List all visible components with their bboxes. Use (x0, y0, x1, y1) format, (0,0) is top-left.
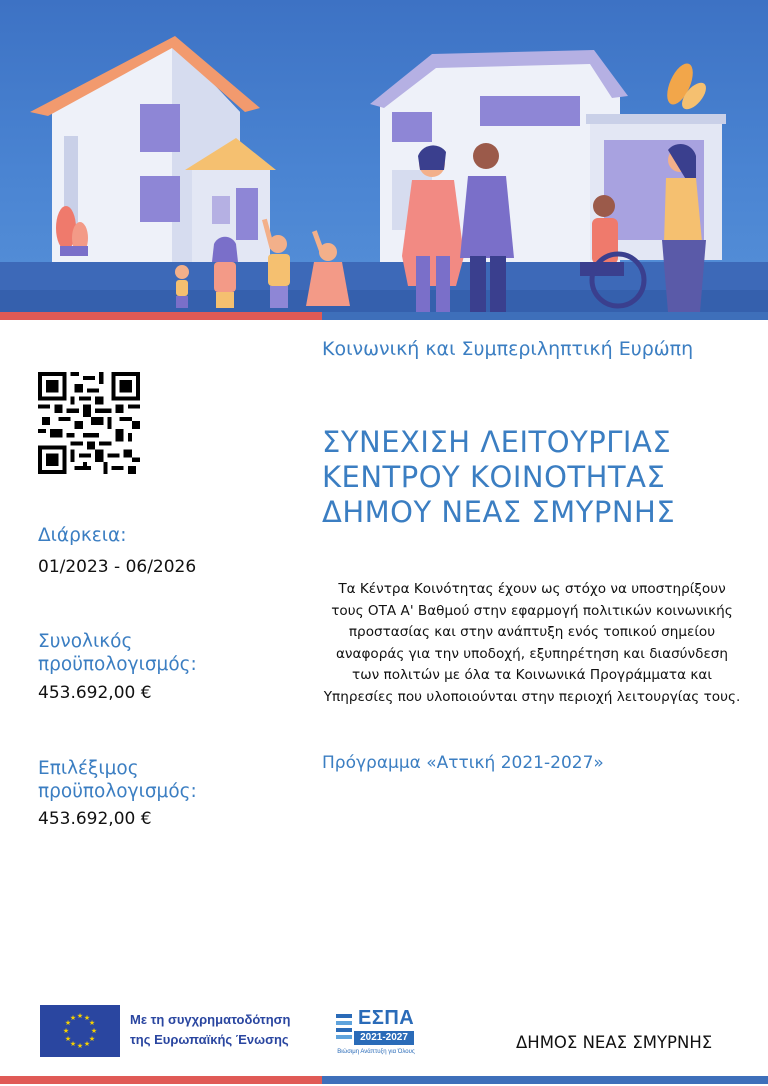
eu-flag-icon (40, 1005, 120, 1057)
svg-text:★: ★ (88, 1019, 96, 1027)
espa-tagline: Βιώσιμη Ανάπτυξη για Όλους (337, 1049, 415, 1055)
bottom-color-strip (0, 1076, 768, 1084)
total-budget-value: 453.692,00 € (38, 683, 152, 703)
plant-right-illustration (662, 60, 710, 114)
duration-label: Διάρκεια: (38, 525, 127, 546)
svg-text:★: ★ (64, 1035, 72, 1043)
top-color-strip (0, 312, 768, 320)
espa-word: ΕΣΠΑ (358, 1007, 415, 1029)
program-name: Πρόγραμμα «Αττική 2021-2027» (322, 753, 604, 773)
duration-value: 01/2023 - 06/2026 (38, 557, 197, 577)
svg-text:★: ★ (83, 1040, 91, 1048)
eligible-budget-value: 453.692,00 € (38, 809, 152, 829)
eu-cofunding-line2: της Ευρωπαϊκής Ένωσης (130, 1032, 289, 1047)
svg-text:★: ★ (69, 1014, 77, 1022)
municipality-name: ΔΗΜΟΣ ΝΕΑΣ ΣΜΥΡΝΗΣ (516, 1033, 713, 1052)
eu-cofunding-line1: Με τη συγχρηματοδότηση (130, 1012, 291, 1027)
total-budget-label: Συνολικός προϋπολογισμός: (38, 631, 197, 675)
strip-red-segment (0, 312, 322, 320)
project-title: ΣΥΝΕΧΙΣΗ ΛΕΙΤΟΥΡΓΙΑΣ ΚΕΝΤΡΟΥ ΚΟΙΝΟΤΗΤΑΣ ΔΗΜΟΥ ΝΕΑΣ ΣΜΥΡΝΗΣ (322, 425, 676, 529)
svg-text:★: ★ (69, 1040, 77, 1048)
bottom-strip-blue-segment (322, 1076, 768, 1084)
svg-text:★: ★ (76, 1012, 84, 1020)
svg-text:★: ★ (64, 1019, 72, 1027)
espa-years: 2021-2027 (354, 1031, 414, 1045)
espa-logo-icon (334, 1006, 418, 1060)
bottom-strip-red-segment (0, 1076, 322, 1084)
eu-cofunding-text (130, 1010, 330, 1050)
svg-text:★: ★ (76, 1042, 84, 1050)
strip-blue-segment (322, 312, 768, 320)
svg-text:★: ★ (88, 1035, 96, 1043)
svg-text:★: ★ (90, 1027, 98, 1035)
svg-text:★: ★ (62, 1027, 70, 1035)
program-subtitle: Κοινωνική και Συμπεριληπτική Ευρώπη (322, 338, 694, 360)
qr-code-icon (38, 372, 140, 474)
hero-illustration (0, 0, 768, 312)
project-description: Τα Κέντρα Κοινότητας έχουν ως στόχο να υποστηρίξουν τους ΟΤΑ Α' Βαθμού στην εφαρμογή πολιτικών κοινωνικής προστασίας και στην ανάπτυξη ενός τοπικού σημείου αναφοράς για την υποδοχή, εξυπηρέτηση και διασύνδεση των πολιτών με όλα τα Κοινωνικά Προγράμματα και Υπηρεσίες που υλοποιούνται στην περιοχή λειτουργίας τους. (323, 581, 741, 705)
svg-text:★: ★ (83, 1014, 91, 1022)
eligible-budget-label: Επιλέξιμος προϋπολογισμός: (38, 758, 197, 802)
